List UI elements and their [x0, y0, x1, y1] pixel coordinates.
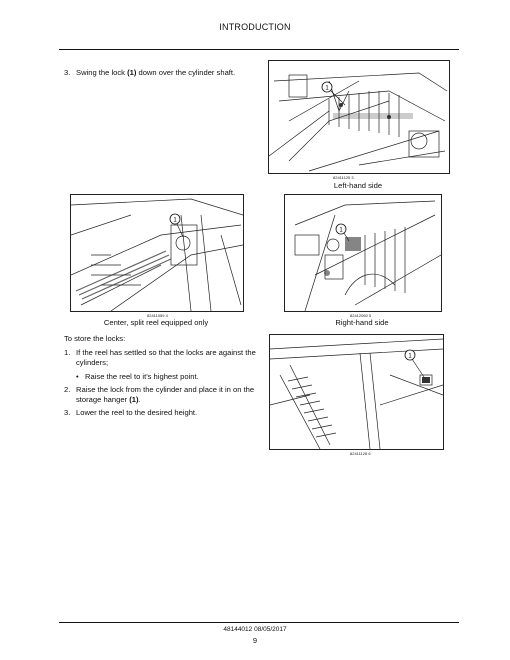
header-divider — [59, 49, 459, 50]
instruction-step — [64, 385, 264, 407]
callout-number: 1 — [339, 227, 343, 234]
page-header-title: INTRODUCTION — [219, 22, 291, 32]
figure-caption: Left-hand side — [333, 181, 383, 190]
step-number: 3. — [64, 68, 71, 77]
figure-caption: Center, split reel equipped only — [103, 318, 209, 327]
center-lock-illustration — [71, 195, 243, 311]
figure-caption: Right-hand side — [335, 318, 389, 327]
step-number: 3. — [64, 408, 71, 417]
figure-reference: 82411128 6 — [350, 451, 371, 456]
page-number: 9 — [252, 636, 258, 645]
callout-reference: (1) — [127, 68, 137, 77]
figure-reference: 82411059 4 — [147, 313, 168, 318]
step-text: Lower the reel to the desired height. — [76, 408, 198, 417]
document-id: 48144012 08/05/2017 — [223, 626, 287, 633]
step-number: 1. — [64, 348, 71, 357]
step-number: 2. — [64, 385, 71, 394]
step-text-tail: . — [138, 395, 141, 404]
step-text-lead: Raise the lock from the cylinder and place it in on the storage hanger — [76, 385, 255, 404]
storage-hanger-illustration — [270, 335, 443, 449]
right-hand-lock-illustration — [285, 195, 441, 311]
instruction-step — [64, 408, 264, 420]
figure-reference: 82411125 3 — [333, 175, 354, 180]
figure-left-hand-side — [268, 60, 450, 174]
callout-number: 1 — [325, 85, 329, 92]
step-text — [76, 68, 276, 78]
callout-number: 1 — [173, 217, 177, 224]
step-text: If the reel has settled so that the locks are against the cylinders; — [76, 348, 256, 367]
left-hand-lock-illustration — [269, 61, 449, 173]
figure-right-hand-side — [284, 194, 442, 312]
storage-intro: To store the locks: — [64, 334, 126, 343]
step-text-lead: Swing the lock — [76, 68, 128, 77]
callout-number: 1 — [408, 353, 412, 360]
bullet-text: Raise the reel to it's highest point. — [85, 372, 199, 381]
instruction-step — [64, 348, 264, 370]
step-text — [76, 385, 272, 405]
callout-reference: (1) — [129, 395, 139, 404]
instruction-step-swing-lock — [64, 68, 264, 80]
footer-divider — [59, 622, 459, 623]
figure-center-split-reel — [70, 194, 244, 312]
figure-storage-hanger — [269, 334, 444, 450]
bullet-dot: • — [76, 372, 79, 381]
figure-reference: 82412060 5 — [350, 313, 372, 318]
step-text-tail: down over the cylinder shaft. — [136, 68, 236, 77]
